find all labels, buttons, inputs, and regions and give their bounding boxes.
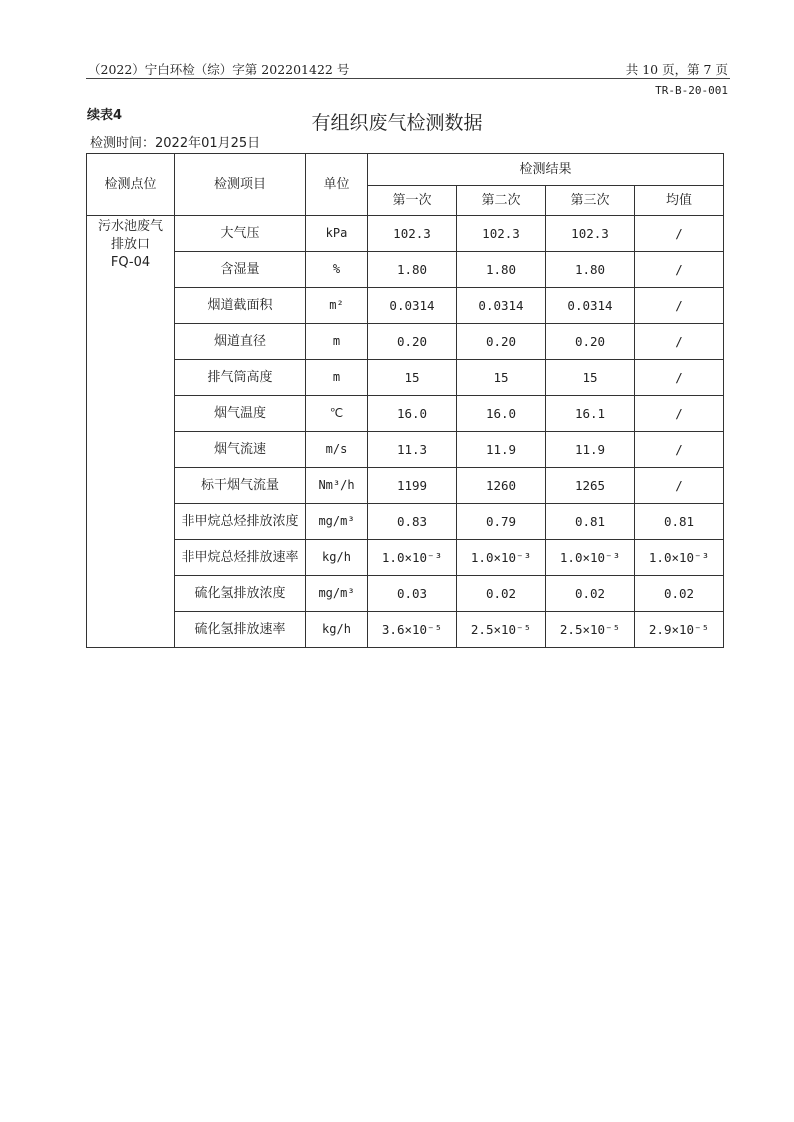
table-row [87,612,724,648]
report-number: （2022）宁白环检（综）字第 202201422 号 [88,62,350,77]
row-run-1: 1199 [368,468,457,504]
table-row [87,216,724,252]
header-item: 检测项目 [175,154,306,216]
row-run-3: 1.0×10⁻³ [546,540,635,576]
row-unit: % [306,252,368,288]
header-row-1 [87,154,724,186]
row-average: 1.0×10⁻³ [635,540,724,576]
row-run-1: 1.0×10⁻³ [368,540,457,576]
row-unit: kg/h [306,540,368,576]
row-unit: m [306,360,368,396]
table-row [87,252,724,288]
row-run-2: 1260 [457,468,546,504]
row-run-2: 0.79 [457,504,546,540]
row-unit: m [306,324,368,360]
table-row [87,504,724,540]
row-run-3: 2.5×10⁻⁵ [546,612,635,648]
row-unit: mg/m³ [306,504,368,540]
row-unit: m² [306,288,368,324]
row-average: 2.9×10⁻⁵ [635,612,724,648]
row-run-1: 15 [368,360,457,396]
row-average: / [635,396,724,432]
page-info: 共 10 页，第 7 页 [625,62,728,77]
row-run-2: 2.5×10⁻⁵ [457,612,546,648]
header-run-3: 第三次 [546,186,635,216]
row-run-1: 3.6×10⁻⁵ [368,612,457,648]
row-run-1: 0.83 [368,504,457,540]
site-name-line1: 污水池废气 [97,219,163,234]
row-average: / [635,468,724,504]
row-unit: kPa [306,216,368,252]
table-row [87,432,724,468]
row-run-2: 102.3 [457,216,546,252]
header-unit: 单位 [306,154,368,216]
row-run-1: 0.0314 [368,288,457,324]
row-run-1: 0.20 [368,324,457,360]
row-unit: mg/m³ [306,576,368,612]
sampling-site [87,216,175,648]
header-average: 均值 [635,186,724,216]
row-average: 0.02 [635,576,724,612]
row-average: / [635,252,724,288]
site-name-line2: 排放口 [110,237,150,252]
site-code: FQ-04 [110,255,151,270]
table-row [87,360,724,396]
table-row [87,576,724,612]
row-item: 含湿量 [175,252,306,288]
row-run-3: 0.20 [546,324,635,360]
row-run-3: 0.02 [546,576,635,612]
row-run-1: 1.80 [368,252,457,288]
table-row [87,468,724,504]
row-average: / [635,360,724,396]
row-average: / [635,432,724,468]
table-row [87,324,724,360]
row-run-3: 1.80 [546,252,635,288]
row-average: 0.81 [635,504,724,540]
row-run-1: 0.03 [368,576,457,612]
row-run-3: 0.0314 [546,288,635,324]
row-item: 烟气流速 [175,432,306,468]
table-row [87,396,724,432]
document-code: TR-B-20-001 [655,84,728,97]
page-title: 有组织废气检测数据 [311,112,483,134]
row-run-2: 0.02 [457,576,546,612]
row-run-1: 11.3 [368,432,457,468]
table-row [87,288,724,324]
row-run-3: 0.81 [546,504,635,540]
row-run-3: 11.9 [546,432,635,468]
row-run-2: 1.0×10⁻³ [457,540,546,576]
row-run-2: 11.9 [457,432,546,468]
table-row [87,540,724,576]
row-run-2: 16.0 [457,396,546,432]
header-run-1: 第一次 [368,186,457,216]
header-divider [86,78,730,79]
row-item: 非甲烷总烃排放浓度 [175,504,306,540]
row-run-2: 0.0314 [457,288,546,324]
row-run-1: 102.3 [368,216,457,252]
row-average: / [635,216,724,252]
row-unit: Nm³/h [306,468,368,504]
row-run-3: 15 [546,360,635,396]
row-run-3: 1265 [546,468,635,504]
row-run-3: 16.1 [546,396,635,432]
row-run-2: 0.20 [457,324,546,360]
row-run-2: 15 [457,360,546,396]
row-run-1: 16.0 [368,396,457,432]
row-item: 非甲烷总烃排放速率 [175,540,306,576]
test-date: 检测时间：2022年01月25日 [90,136,261,151]
row-item: 标干烟气流量 [175,468,306,504]
row-unit: m/s [306,432,368,468]
row-unit: ℃ [306,396,368,432]
header-site: 检测点位 [87,154,175,216]
row-average: / [635,324,724,360]
row-item: 烟气温度 [175,396,306,432]
row-item: 烟道直径 [175,324,306,360]
emission-data-table [86,153,724,648]
row-item: 排气筒高度 [175,360,306,396]
row-item: 烟道截面积 [175,288,306,324]
header-run-2: 第二次 [457,186,546,216]
row-average: / [635,288,724,324]
row-run-2: 1.80 [457,252,546,288]
row-item: 大气压 [175,216,306,252]
row-unit: kg/h [306,612,368,648]
continued-table-label: 续表4 [87,108,123,123]
row-item: 硫化氢排放浓度 [175,576,306,612]
row-run-3: 102.3 [546,216,635,252]
row-item: 硫化氢排放速率 [175,612,306,648]
header-results: 检测结果 [368,154,724,186]
